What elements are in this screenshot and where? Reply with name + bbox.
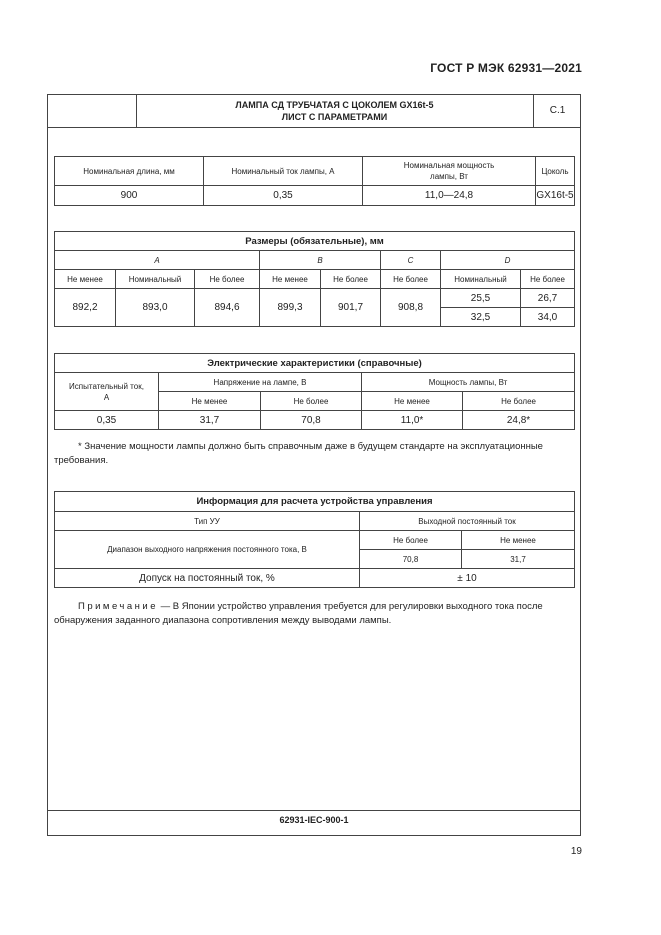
dimension-value: 901,7 bbox=[321, 289, 381, 327]
electrical-subheader: Не менее bbox=[362, 392, 463, 411]
table1-header: Номинальный ток лампы, А bbox=[204, 157, 363, 186]
voltage-range-label: Диапазон выходного напряжения постоянного тока, В bbox=[55, 531, 360, 569]
electrical-title: Электрические характеристики (справочные) bbox=[55, 354, 575, 373]
dimension-d-value: 32,5 bbox=[441, 308, 521, 327]
control-gear-title: Информация для расчета устройства управления bbox=[55, 492, 575, 512]
page-number: 19 bbox=[570, 846, 582, 857]
dimension-group-b: B bbox=[260, 251, 381, 270]
nominal-parameters-table bbox=[54, 156, 575, 206]
standard-header: ГОСТ Р МЭК 62931—2021 bbox=[430, 61, 582, 75]
dimension-subheader: Не более bbox=[195, 270, 260, 289]
power-header: Мощность лампы, Вт bbox=[362, 373, 575, 392]
table1-header: Номинальная мощность лампы, Вт bbox=[363, 157, 536, 186]
dimension-value: 893,0 bbox=[116, 289, 195, 327]
table1-header: Цоколь bbox=[536, 157, 575, 186]
electrical-value: 11,0* bbox=[362, 411, 463, 430]
dimension-subheader: Номинальный bbox=[441, 270, 521, 289]
dimension-group-a: A bbox=[55, 251, 260, 270]
electrical-subheader: Не более bbox=[261, 392, 362, 411]
table1-cell: 900 bbox=[55, 186, 204, 206]
dimension-group-d: D bbox=[441, 251, 575, 270]
table1-header: Номинальная длина, мм bbox=[55, 157, 204, 186]
table1-cell: 0,35 bbox=[204, 186, 363, 206]
test-current-header: Испытательный ток, А bbox=[55, 373, 159, 411]
dimension-value: 908,8 bbox=[381, 289, 441, 327]
note-paragraph bbox=[54, 600, 577, 628]
electrical-value: 31,7 bbox=[159, 411, 261, 430]
dimension-subheader: Не более bbox=[321, 270, 381, 289]
dimension-value: 899,3 bbox=[260, 289, 321, 327]
electrical-value: 0,35 bbox=[55, 411, 159, 430]
title-block bbox=[47, 94, 581, 128]
dimension-subheader: Не более bbox=[521, 270, 575, 289]
dimension-subheader: Не более bbox=[381, 270, 441, 289]
voltage-range-value: 31,7 bbox=[462, 550, 575, 569]
dimension-d-value: 25,5 bbox=[441, 289, 521, 308]
voltage-range-value: 70,8 bbox=[360, 550, 462, 569]
control-gear-subheader: Не более bbox=[360, 531, 462, 550]
current-tolerance-value: ± 10 bbox=[360, 569, 575, 588]
voltage-header: Напряжение на лампе, В bbox=[159, 373, 362, 392]
electrical-subheader: Не более bbox=[463, 392, 575, 411]
dimension-value: 892,2 bbox=[55, 289, 116, 327]
dimension-d-value: 34,0 bbox=[521, 308, 575, 327]
dimension-subheader: Не менее bbox=[260, 270, 321, 289]
current-tolerance-label: Допуск на постоянный ток, % bbox=[55, 569, 360, 588]
title-block-empty-cell bbox=[47, 94, 137, 127]
table1-cell: 11,0—24,8 bbox=[363, 186, 536, 206]
table1-cell: GX16t-5 bbox=[536, 186, 575, 206]
note-text: — В Японии устройство управления требуется для регулировки выходного тока после обнаружения заданного диапазона сопротивления между выводами лампы. bbox=[54, 601, 543, 626]
electrical-characteristics-table bbox=[54, 353, 575, 430]
title-line-1: ЛАМПА СД ТРУБЧАТАЯ С ЦОКОЛЕМ GX16t-5 bbox=[235, 99, 434, 110]
dimension-value: 894,6 bbox=[195, 289, 260, 327]
title-block-title bbox=[136, 94, 534, 127]
electrical-value: 70,8 bbox=[261, 411, 362, 430]
control-gear-subheader: Не менее bbox=[462, 531, 575, 550]
electrical-subheader: Не менее bbox=[159, 392, 261, 411]
power-footnote: * Значение мощности лампы должно быть справочным даже в будущем стандарте на эксплуатационные требования. bbox=[54, 441, 543, 466]
dimension-subheader: Номинальный bbox=[116, 270, 195, 289]
dimensions-table bbox=[54, 231, 575, 327]
sheet-footer-code: 62931-IEC-900-1 bbox=[279, 815, 349, 825]
dimension-d-value: 26,7 bbox=[521, 289, 575, 308]
output-current-label: Выходной постоянный ток bbox=[360, 512, 575, 531]
dimension-subheader: Не менее bbox=[55, 270, 116, 289]
footer-divider bbox=[47, 810, 581, 811]
control-gear-type-label: Тип УУ bbox=[55, 512, 360, 531]
dimensions-title: Размеры (обязательные), мм bbox=[55, 232, 575, 251]
control-gear-table bbox=[54, 491, 575, 588]
electrical-value: 24,8* bbox=[463, 411, 575, 430]
dimension-group-c: C bbox=[381, 251, 441, 270]
title-line-2: ЛИСТ С ПАРАМЕТРАМИ bbox=[281, 111, 388, 122]
sheet-code: С.1 bbox=[549, 105, 566, 116]
note-label: Примечание bbox=[78, 601, 158, 612]
